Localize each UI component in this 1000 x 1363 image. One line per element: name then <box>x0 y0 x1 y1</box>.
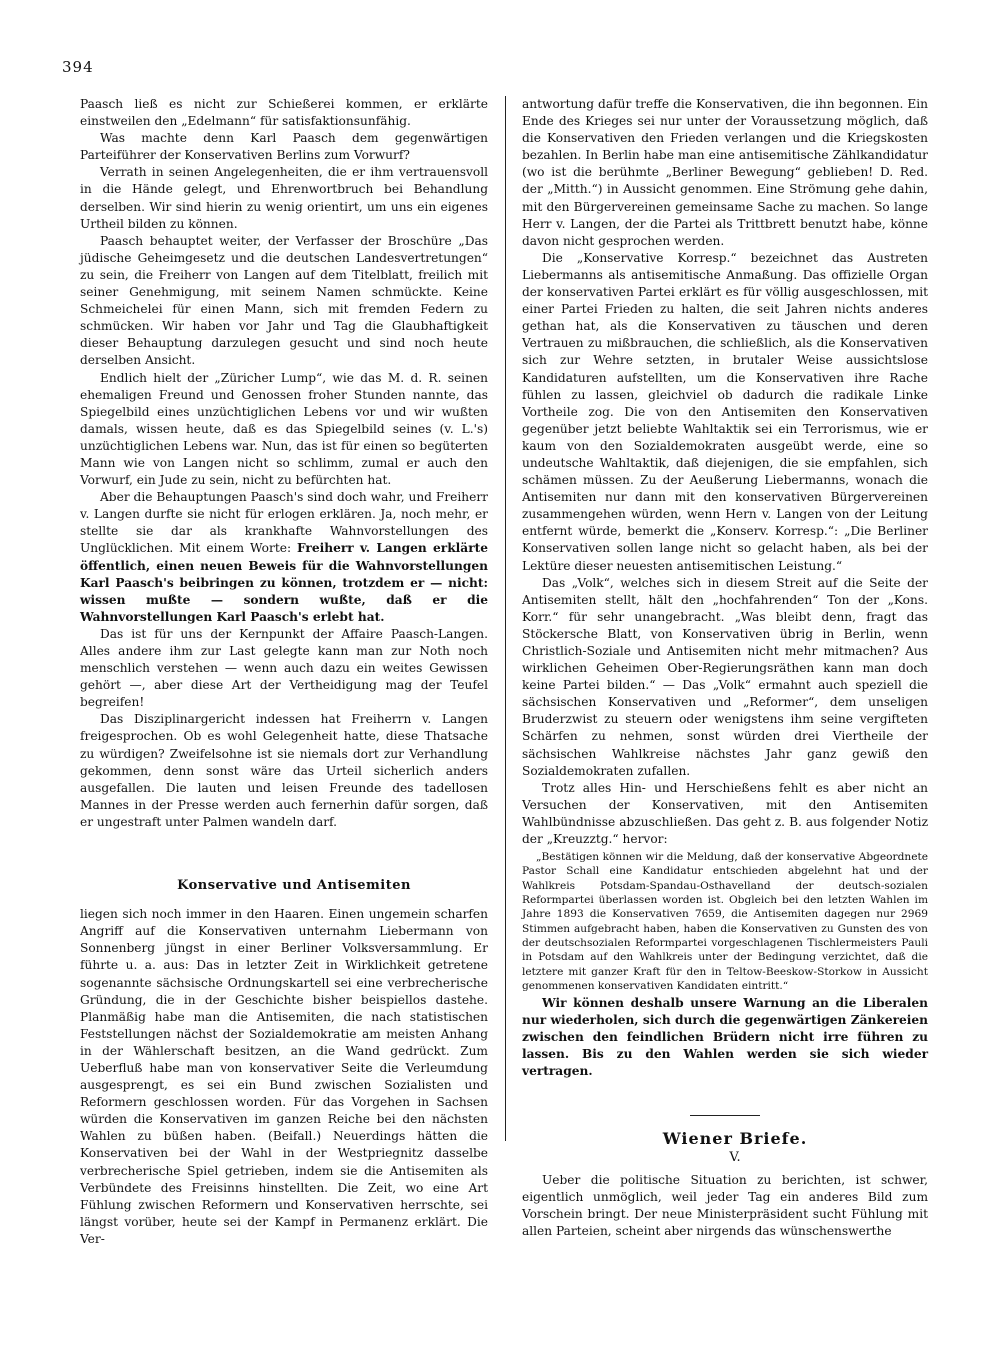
paragraph: Das Disziplinargericht indessen hat Freiherrn v. Langen freigesprochen. Ob es wohl Gelegenheit hatte, diese Thatsache zu würdigen? Zweifelsohne ist sie niemals dort zur Verhandlung gekommen, denn sonst wäre das Urteil sicherlich anders ausgefallen. Die lauten und leisen Freunde des tadellosen Mannes in der Presse werden auch fernerhin dafür sorgen, daß er ungestraft unter Palmen wandeln darf. <box>80 712 488 829</box>
paragraph: antwortung dafür treffe die Konservativen, die ihn begonnen. Ein Ende des Krieges sei nur unter der Voraussetzung möglich, daß die Konservativen den Frieden verlangen und die Kriegskosten bezahlen. In Berlin habe man eine antisemitische Zählkandidatur (wo ist die berühmte „Berliner Bewegung“ geblieben! D. Red. der „Mitth.“) in Aussicht genommen. Eine Strömung gehe dahin, mit den Bürgervereinen gemeinsame Sache zu machen. So lange Herr v. Langen, der die Partei als Trittbrett benutzt habe, könne davon nicht gesprochen werden. <box>522 97 928 248</box>
section-title: Konservative und Antisemiten <box>177 878 411 894</box>
quotation: „Bestätigen können wir die Meldung, daß der konservative Abgeordnete Pastor Schall eine Kandidatur entschieden abgelehnt hat und der Wahlkreis Potsdam-Spandau-Osthavelland der deutsch-sozialen Reformpartei überlassen worden ist. Obgleich bei den letzten Wahlen im Jahre 1893 die Konservativen 7659, die Antisemiten dagegen nur 2969 Stimmen aufgebracht haben, haben die Konservativen zu Gunsten des von der deutschsozialen Reformpartei vorgeschlagenen Tischlermeisters Pauli in Potsdam auf den Wahlkreis unter der Bedingung verzichtet, daß die letztere mit ganzer Kraft für den in Teltow-Beeskow-Storkow in Aussicht genommenen konservativen Kandidaten eintritt.“ <box>522 851 928 992</box>
paragraph: Die „Konservative Korresp.“ bezeichnet das Austreten Liebermanns als antisemitische Anmaßung. Das offizielle Organ der konservativen Partei erklärt es für völlig ausgeschlossen, mit einer Partei Frieden zu halten, die seit Jahren nichts anderes gethan hat, als die Konservativen zu täuschen und deren Vertrauen zu mißbrauchen, die schließlich, als die Konservativen sich zur Wehre setzten, in brutaler Weise aussichtslose Kandidaturen aufstellten, um die Konservativen ihre Rache fühlen zu lassen, gleichviel ob dadurch die radikale Linke Vortheile zog. Die von den Antisemiten den Konservativen gegenüber jetzt beliebte Wahltaktik sei ein Terrorismus, wie er kaum von den Sozialdemokraten ausgeübt werde, eine so undeutsche Wahltaktik, daß diejenigen, die sie empfahlen, sich schämen müssen. Zu der Aeußerung Liebermanns, wonach die Antisemiten nur dann mit den konservativen Bürgervereinen zusammengehen würden, wenn Hern v. Langen von der Leitung entfernt würde, bemerkt die „Konserv. Korresp.“: „Die Berliner Konservativen sollen lange nicht so gelacht haben, als bei der Lektüre dieser neuesten antisemitischen Leistung.“ <box>522 250 928 573</box>
paragraph-emphasis <box>80 489 488 626</box>
closing-paragraph: Wir können deshalb unsere Warnung an die Liberalen nur wiederholen, sich durch die gegenwärtigen Zänkereien zwischen den feindlichen Brüdern nicht irre führen zu lassen. Bis zu den Wahlen werden sie sich wieder vertragen. <box>522 996 928 1079</box>
left-column <box>80 96 488 1248</box>
paragraph: Endlich hielt der „Züricher Lump“, wie das M. d. R. seinen ehemaligen Freund und Genossen froher Stunden nannte, das Spiegelbild eines unzüchtiglichen Lebens vor und wir wußten damals, wissen heute, daß es das Spiegelbild seines (v. L.'s) unzüchtiglichen Lebens war. Nun, das ist für einen so begüterten Mann wie von Langen nicht so schlimm, zumal er auch den Vorwurf, ein Jude zu sein, nicht zu befürchten hat. <box>80 370 488 488</box>
spacer <box>522 1081 928 1115</box>
right-column <box>522 96 928 1240</box>
column-divider <box>505 96 506 1141</box>
paragraph: Trotz alles Hin- und Herschießens fehlt es aber nicht an Versuchen der Konservativen, mit den Antisemiten Wahlbündnisse abzuschließen. Das geht z. B. aus folgender Notiz der „Kreuzztg.“ hervor: <box>522 780 928 847</box>
paragraph-lead: Aber die Behauptungen Paasch's sind doch wahr, und Freiherr v. Langen durfte sie nicht für erlogen erklären. Ja, noch mehr, er stellte sie dar als krankhafte Wahnvorstellungen des Unglücklichen. Mit einem Worte: <box>80 490 488 556</box>
article-title: Wiener Briefe. <box>662 1128 808 1148</box>
bold-statement: Freiherr v. Langen erklärte öffentlich, einen neuen Beweis für die Wahnvorstellungen Karl Paasch's beibringen zu können, trotzdem er — nicht: wissen mußte — sondern wußte, daß er die Wahnvorstellungen Karl Paasch's erlebt hat. <box>80 541 488 624</box>
page-number: 394 <box>62 58 94 76</box>
paragraph: Paasch behauptet weiter, der Verfasser der Broschüre „Das jüdische Geheimgesetz und die deutschen Landesvertretungen“ zu sein, die Freiherr von Langen auf dem Titelblatt, freilich mit seiner Genehmigung, mit seinem Namen schmückte. Keine Schmeichelei für einen Mann, sich mit fremden Federn zu schmücken. Wir haben vor Jahr und Tag die Glaubhaftigkeit dieser Behauptung darzulegen gesucht und sind noch heute derselben Ansicht. <box>80 233 488 368</box>
paragraph: Was machte denn Karl Paasch dem gegenwärtigen Parteiführer der Konservativen Berlins zum Vorwurf? <box>80 131 488 163</box>
section-heading-wrap <box>80 877 488 894</box>
paragraph: Das ist für uns der Kernpunkt der Affaire Paasch-Langen. Alles andere ihm zur Last gelegte kann man zur Noth noch menschlich verstehen — wenn auch dazu ein weites Gewissen gehört —, aber diese Art der Vertheidigung mag der Teufel begreifen! <box>80 626 488 710</box>
paragraph: Verrath in seinen Angelegenheiten, die er ihm vertrauensvoll in die Hände gelegt, und Ehrenwortbruch bei Behandlung derselben. Wir sind hierin zu wenig orientirt, um uns ein eigenes Urtheil bilden zu können. <box>80 165 488 231</box>
paragraph: Ueber die politische Situation zu berichten, ist schwer, eigentlich unmöglich, weil jeder Tag ein anderes Bild zum Vorschein bringt. Der neue Ministerpräsident sucht Fühlung mit allen Parteien, scheint aber nirgends das wünschenswerthe <box>522 1172 928 1239</box>
section-paragraph: liegen sich noch immer in den Haaren. Einen ungemein scharfen Angriff auf die Konservativen unternahm Liebermann von Sonnenberg jüngst in einer Berliner Volksversammlung. Er führte u. a. aus: Das in letzter Zeit in Wirklichkeit getretene sogenannte sächsische Ordnungskartell sei eine verbrecherische Gründung, die in der Geschichte bisher beispiellos dastehe. Planmäßig habe man die Antisemiten, die nach statistischen Feststellungen nächst der Sozialdemokratie am meisten Anhang in der Wählerschaft besitzen, an die Wand gedrückt. Zum Ueberfluß habe man von konservativer Seite die Verleumdung ausgesprengt, es sei ein Bund zwischen Sozialisten und Reformern geschlossen worden. Für das Vorgehen in Sachsen würden die Konservativen im ganzen Reiche bei den nächsten Wahlen zu büßen haben. (Beifall.) Neuerdings hätten die Konservativen bei der Wahl in der Westpriegnitz dasselbe verbrecherische Spiel getrieben, indem sie die Antisemiten als Verbündete des Freisinns hinstellten. Die Zeit, wo eine Art Fühlung zwischen Reformern und Konservativen herrschte, sei längst vorüber, heute sei der Kampf in Permanenz erklärt. Die Ver- <box>80 907 488 1246</box>
paragraph: Paasch ließ es nicht zur Schießerei kommen, er erklärte einstweilen den „Edelmann“ für satisfaktionsunfähig. <box>80 97 488 129</box>
title-rule <box>690 1115 760 1116</box>
paragraph: Das „Volk“, welches sich in diesem Streit auf die Seite der Antisemiten stellt, hält den „hochfahrenden“ Ton der „Kons. Korr.“ für sehr unangebracht. „Was bleibt denn, fragt das Stöckersche Blatt, von Konservativen übrig in Berlin, wenn Christlich-Soziale und Antisemiten nicht mehr mitmachen? Aus wirklichen Geheimen Ober-Regierungsräthen kann man doch keine Partei bilden.“ — Das „Volk“ ermahnt auch speziell die sächsischen Konservativen und „Reformer“, dem unseligen Bruderzwist zu steuern oder wenigstens ihm seine vergifteten Schärfen zu nehmen, sonst würden drei Viertheile der sächsischen Wahlkreise nächstes Jahr ganz gewiß den Sozialdemokraten zufallen. <box>522 575 928 778</box>
quotation-block <box>522 850 928 993</box>
article-number: V. <box>729 1149 741 1165</box>
